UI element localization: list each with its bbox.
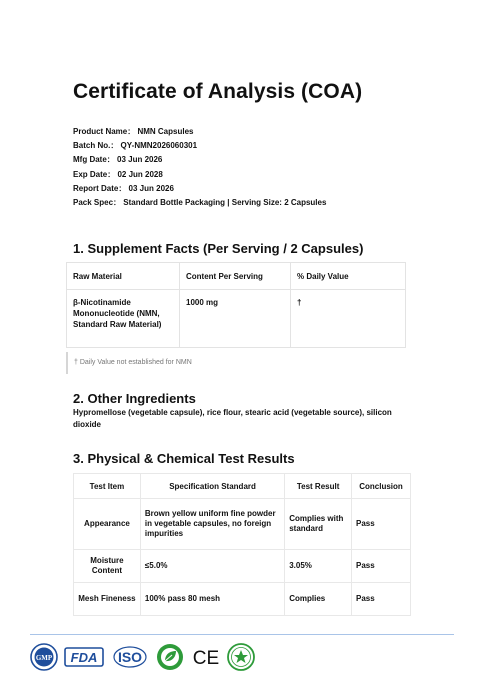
table-row bbox=[74, 550, 411, 583]
supplement-facts-heading: 1. Supplement Facts (Per Serving / 2 Capsules) bbox=[73, 241, 364, 256]
test-item-cell: Moisture Content bbox=[74, 550, 141, 583]
table-header-row bbox=[74, 474, 411, 499]
footer-divider bbox=[30, 634, 454, 635]
mfg-date: Mfg Date： 03 Jun 2026 bbox=[73, 155, 163, 165]
table-row bbox=[74, 583, 411, 616]
page-title: Certificate of Analysis (COA) bbox=[73, 80, 363, 103]
supplement-facts-table bbox=[66, 262, 406, 348]
product-name: Product Name： NMN Capsules bbox=[73, 127, 194, 136]
table-header-row bbox=[67, 263, 406, 290]
test-results-table bbox=[73, 473, 411, 616]
daily-value-cell: † bbox=[291, 290, 406, 348]
spec-cell: 100% pass 80 mesh bbox=[140, 583, 284, 616]
spec-cell: ≤5.0% bbox=[140, 550, 284, 583]
test-item-cell: Appearance bbox=[74, 499, 141, 550]
other-ingredients-text: Hypromellose (vegetable capsule), rice flour, stearic acid (vegetable source), silicon dioxide bbox=[73, 408, 392, 429]
content-cell: 1000 mg bbox=[180, 290, 291, 348]
table-header-cell: Content Per Serving bbox=[180, 263, 291, 290]
pack-spec: Pack Spec： Standard Bottle Packaging | Serving Size: 2 Capsules bbox=[73, 198, 327, 208]
raw-material-cell bbox=[67, 290, 180, 348]
gmp-logo-icon bbox=[30, 643, 58, 671]
conclusion-cell: Pass bbox=[352, 550, 411, 583]
gmp-logo-text: GMP bbox=[35, 654, 53, 662]
iso-logo-icon bbox=[110, 643, 150, 671]
batch-number: Batch No.： QY-NMN2026060301 bbox=[73, 141, 198, 151]
green-certification-logo-icon bbox=[227, 643, 255, 671]
other-ingredients-heading: 2. Other Ingredients bbox=[73, 391, 196, 406]
raw-material-line: β-Nicotinamide bbox=[73, 298, 131, 307]
daily-value-note: † Daily Value not established for NMN bbox=[66, 352, 374, 374]
fda-logo-icon bbox=[64, 643, 104, 671]
spec-cell: Brown yellow uniform fine powder in vegetable capsules, no foreign impurities bbox=[140, 499, 284, 550]
table-header-cell: % Daily Value bbox=[291, 263, 406, 290]
table-row bbox=[67, 290, 406, 348]
table-header-cell: Conclusion bbox=[352, 474, 411, 499]
test-item-cell: Mesh Fineness bbox=[74, 583, 141, 616]
fda-logo-text: FDA bbox=[70, 650, 98, 665]
organic-leaf-logo-icon bbox=[156, 643, 184, 671]
table-header-cell: Specification Standard bbox=[140, 474, 284, 499]
table-row bbox=[74, 499, 411, 550]
raw-material-line: Standard Raw Material) bbox=[73, 320, 162, 329]
report-date: Report Date： 03 Jun 2026 bbox=[73, 183, 174, 193]
ce-logo-icon bbox=[190, 643, 222, 671]
table-header-cell: Test Item bbox=[74, 474, 141, 499]
ce-logo-text: CE bbox=[192, 648, 220, 669]
test-results-heading: 3. Physical & Chemical Test Results bbox=[73, 451, 295, 466]
raw-material-line: Mononucleotide (NMN, bbox=[73, 309, 160, 318]
result-cell: Complies bbox=[285, 583, 352, 616]
table-header-cell: Test Result bbox=[285, 474, 352, 499]
product-meta bbox=[73, 125, 326, 210]
conclusion-cell: Pass bbox=[352, 499, 411, 550]
conclusion-cell: Pass bbox=[352, 583, 411, 616]
table-header-cell: Raw Material bbox=[67, 263, 180, 290]
iso-logo-text: ISO bbox=[117, 649, 143, 665]
result-cell: 3.05% bbox=[285, 550, 352, 583]
result-cell: Complies with standard bbox=[285, 499, 352, 550]
exp-date: Exp Date： 02 Jun 2028 bbox=[73, 169, 163, 179]
